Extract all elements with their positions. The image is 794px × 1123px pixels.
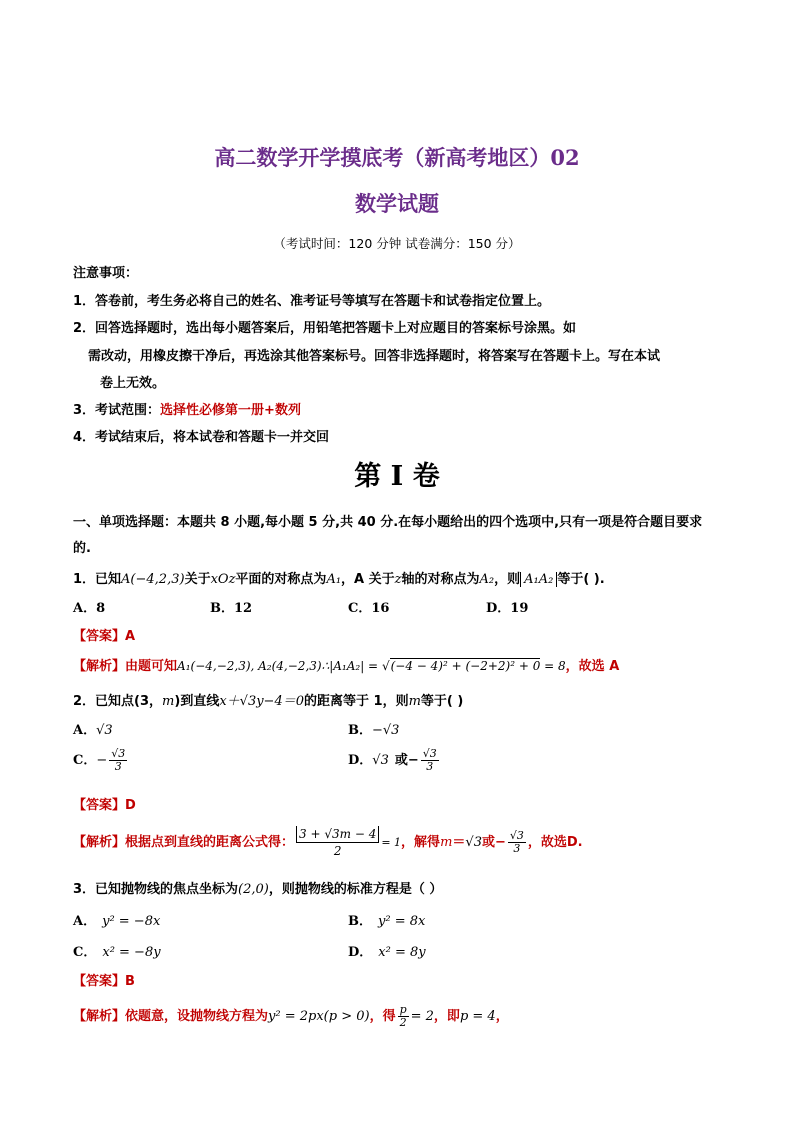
analysis-math: A₁(−4,−2,3), A₂(4,−2,3)∴|A₁A₂| = — [177, 659, 382, 673]
q1-a2: A₂ — [479, 572, 495, 587]
analysis-label: 【解析】 — [73, 835, 126, 850]
answer-label: 【答案】 — [73, 798, 126, 813]
q3-analysis — [73, 1004, 509, 1029]
q1-plane: xOz — [210, 572, 236, 587]
q1-text: 1．已知 — [73, 572, 122, 587]
q3-answer — [73, 970, 135, 989]
answer-label: 【答案】 — [73, 629, 126, 644]
analysis-text: ，得 — [369, 1009, 396, 1024]
q2-m: m — [162, 694, 175, 709]
q1-distance: A₁A₂ — [520, 572, 557, 587]
analysis-math: √3 — [465, 835, 482, 850]
fraction-denominator: 3 — [513, 842, 521, 855]
option-label: D． — [348, 753, 373, 768]
analysis-text: ，解得 — [401, 835, 441, 850]
q1-option-c: C．16 — [348, 601, 390, 616]
fraction-numerator: √3 — [111, 747, 126, 760]
note-3 — [73, 399, 301, 418]
q1-text: ，则 — [494, 572, 521, 587]
q2-option-b — [348, 719, 399, 738]
notes-heading: 注意事项： — [73, 266, 139, 281]
note-2-line-1: 2．回答选择题时，选出每小题答案后，用铅笔把答题卡上对应题目的答案标号涂黑。如 — [73, 321, 577, 336]
answer-value: A — [125, 629, 136, 644]
analysis-math: = 2 — [410, 1009, 434, 1024]
analysis-math: y² = 2px(p > 0) — [268, 1009, 370, 1024]
q3-option-b — [348, 910, 425, 929]
option-value: x² = −8y — [102, 945, 161, 960]
volume-title: 第 I 卷 — [354, 461, 440, 492]
q2-text: 的距离等于 1，则 — [304, 694, 409, 709]
analysis-text: 或− — [481, 835, 506, 850]
fraction-numerator: √3 — [509, 829, 524, 842]
fraction-denominator: 3 — [114, 760, 122, 773]
analysis-text: ， — [495, 1009, 509, 1024]
note-2-line-2: 需改动，用橡皮擦干净后，再选涂其他答案标号。回答非选择题时，将答案写在答题卡上。写在本试 — [88, 349, 661, 364]
q1-analysis: 【解析】由题可知A₁(−4,−2,3), A₂(4,−2,3)∴|A₁A₂| = √(−4 − 4)² + (−2+2)² + 0 = 8，故选 A — [73, 659, 620, 674]
q2-text: 等于( ) — [420, 694, 464, 709]
analysis-math: = 8 — [540, 659, 566, 673]
q1-option-d: D．19 — [486, 601, 529, 616]
q1-text: 关于 — [184, 572, 211, 587]
option-or: 或− — [394, 753, 419, 768]
q1-axis: z — [394, 572, 402, 587]
fraction-denominator: 2 — [333, 844, 342, 858]
analysis-sqrt: (−4 − 4)² + (−2+2)² + 0 — [390, 659, 541, 673]
option-label: B． — [348, 723, 372, 738]
answer-value: D — [125, 798, 136, 813]
option-value: √3 — [372, 753, 389, 768]
answer-value: B — [125, 974, 135, 989]
fraction-denominator: 3 — [426, 760, 434, 773]
option-value: x² = 8y — [378, 945, 426, 960]
analysis-math: = 1 — [381, 836, 402, 849]
option-sign: − — [96, 753, 108, 768]
q2-answer — [73, 794, 136, 813]
question-3-stem — [73, 878, 442, 897]
option-label: C． — [73, 945, 97, 960]
page-title: 高二数学开学摸底考（新高考地区）02 — [214, 145, 580, 170]
analysis-math: p = 4 — [459, 1009, 496, 1024]
analysis-label: 【解析】 — [73, 1009, 126, 1024]
q1-text: 轴的对称点为 — [401, 572, 480, 587]
fraction-numerator: √3 — [422, 747, 437, 760]
option-value: y² = −8x — [102, 914, 161, 929]
q1-option-b: B．12 — [210, 601, 253, 616]
analysis-m: m — [440, 835, 453, 850]
q2-text: 2．已知点(3， — [73, 694, 163, 709]
analysis-text: ＝ — [452, 835, 466, 850]
q1-text: ，A 关于 — [341, 572, 395, 587]
q2-m: m — [408, 694, 421, 709]
q2-text: )到直线 — [174, 694, 220, 709]
page-subtitle: 数学试题 — [355, 191, 439, 216]
question-2-stem — [73, 690, 463, 709]
q3-text: ，则抛物线的标准方程是（ ） — [268, 882, 443, 897]
q3-focus: (2,0) — [238, 882, 269, 897]
q2-option-a — [73, 719, 113, 738]
fraction-numerator: p — [399, 1003, 407, 1016]
q1-point: A(−4,2,3) — [121, 572, 185, 587]
option-value: y² = 8x — [378, 914, 426, 929]
analysis-text: 根据点到直线的距离公式得： — [125, 835, 295, 850]
q1-answer — [73, 625, 135, 644]
option-label: C． — [73, 753, 97, 768]
q1-text: 平面的对称点为 — [235, 572, 327, 587]
section-heading-line-2: 的. — [73, 541, 91, 556]
fraction-denominator: 2 — [399, 1016, 407, 1029]
note-1: 1．答卷前，考生务必将自己的姓名、准考证号等填写在答题卡和试卷指定位置上。 — [73, 294, 551, 309]
q1-option-a: A．8 — [73, 601, 106, 616]
note-2-line-3: 卷上无效。 — [100, 376, 166, 391]
q3-option-a — [73, 910, 160, 929]
q3-option-c — [73, 941, 161, 960]
fraction-numerator: 3 + √3m − 4 — [296, 826, 379, 843]
analysis-text: ，故选D. — [527, 835, 583, 850]
option-label: B． — [348, 914, 372, 929]
note-4: 4．考试结束后，将本试卷和答题卡一并交回 — [73, 430, 330, 445]
option-value: −√3 — [372, 723, 400, 738]
q2-option-c — [73, 748, 129, 773]
exam-info: （考试时间：120 分钟 试卷满分：150 分） — [273, 236, 521, 251]
analysis-text: 由题可知 — [125, 659, 178, 674]
option-label: A． — [73, 914, 97, 929]
q1-a1: A₁ — [326, 572, 342, 587]
section-heading-line-1: 一、单项选择题：本题共 8 小题,每小题 5 分,共 40 分.在每小题给出的四个选项中,只有一项是符合题目要求 — [73, 515, 703, 530]
analysis-text: ，故选 A — [565, 659, 620, 674]
option-label: A． — [73, 723, 97, 738]
q2-analysis — [73, 826, 583, 859]
analysis-text: 依题意，设抛物线方程为 — [125, 1009, 269, 1024]
note-3-label: 3．考试范围： — [73, 403, 161, 418]
answer-label: 【答案】 — [73, 974, 126, 989]
option-label: D． — [348, 945, 373, 960]
q2-option-d — [348, 748, 441, 773]
q2-line-equation: x＋√3y−4＝0 — [219, 694, 304, 709]
question-1-stem — [73, 568, 605, 587]
analysis-text: ，即 — [433, 1009, 460, 1024]
analysis-label: 【解析】 — [73, 659, 126, 674]
q3-text: 3．已知抛物线的焦点坐标为 — [73, 882, 239, 897]
option-value: √3 — [96, 723, 113, 738]
q3-option-d — [348, 941, 426, 960]
q1-text: 等于( ). — [557, 572, 605, 587]
exam-scope: 选择性必修第一册+数列 — [160, 403, 301, 418]
